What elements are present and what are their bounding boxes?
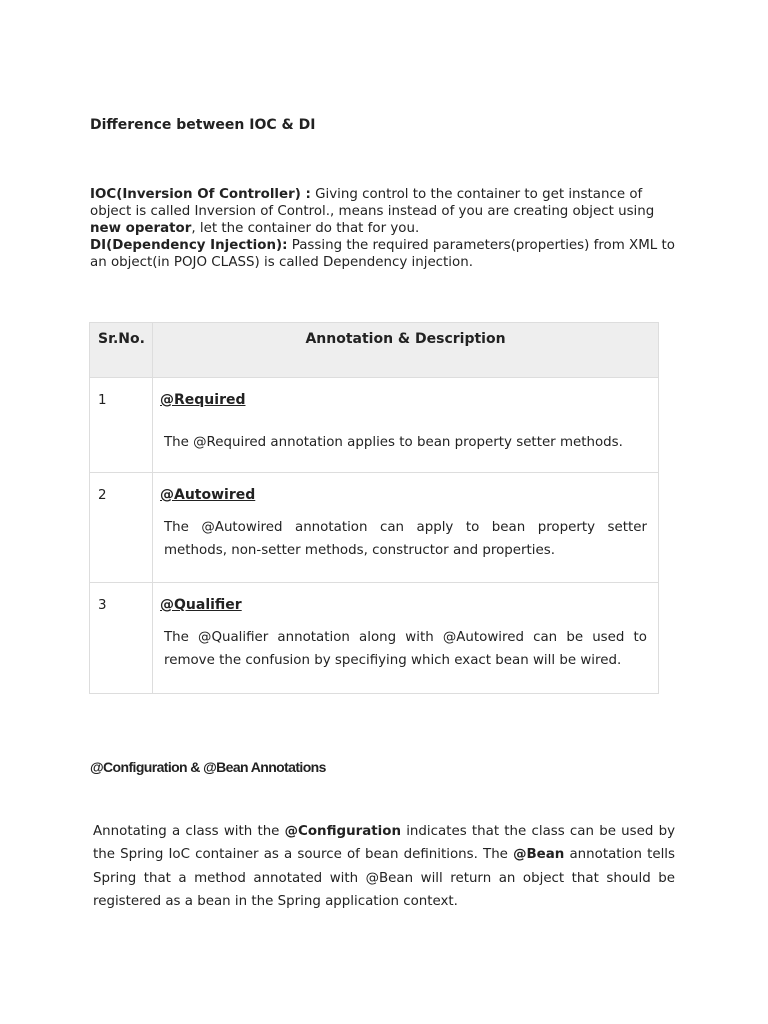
row-content	[153, 583, 659, 694]
annotation-name: @Autowired	[160, 487, 256, 503]
row-number: 1	[90, 378, 153, 473]
table-header-row	[90, 323, 659, 378]
di-text: Passing the required parameters(properties) from XML to an object(in POJO CLASS) is called Dependency injection.	[90, 238, 675, 270]
row-content	[153, 473, 659, 583]
annotation-name: @Required	[160, 392, 246, 408]
table-row	[90, 473, 659, 583]
annotation-name: @Qualifier	[160, 597, 242, 613]
annotation-description: The @Autowired annotation can apply to bean property setter methods, non-setter methods, constructor and properties.	[164, 520, 647, 558]
table-row	[90, 583, 659, 694]
row-number: 3	[90, 583, 153, 694]
definitions-paragraph	[90, 186, 680, 271]
ioc-text-2: , let the container do that for you.	[191, 221, 420, 236]
ioc-text-1: Giving control to the container to get instance of object is called Inversion of Control., means instead of you are creating object using	[90, 187, 655, 219]
ioc-bold-term: new operator	[90, 221, 192, 236]
section-heading: @Configuration & @Bean Annotations	[90, 759, 326, 775]
header-sr-no: Sr.No.	[90, 323, 153, 378]
annotation-description: The @Required annotation applies to bean property setter methods.	[164, 435, 623, 450]
bean-term: @Bean	[513, 847, 565, 863]
annotation-description: The @Qualifier annotation along with @Autowired can be used to remove the confusion by specifiying which exact bean will be wired.	[164, 630, 647, 668]
di-term: DI(Dependency Injection):	[90, 238, 288, 253]
row-content	[153, 378, 659, 473]
row-number: 2	[90, 473, 153, 583]
header-annotation-description: Annotation & Description	[153, 323, 659, 378]
section-paragraph: Annotating a class with the @Configuration indicates that the class can be used by the Spring IoC container as a source of bean definitions. The @Bean annotation tells Spring that a method annotated with @Bean will return an object that should be registered as a bean in the Spring application context.	[93, 824, 675, 909]
configuration-term: @Configuration	[284, 824, 401, 839]
annotations-table	[89, 322, 659, 694]
page-title: Difference between IOC & DI	[90, 117, 316, 133]
table-row	[90, 378, 659, 473]
ioc-term: IOC(Inversion Of Controller) :	[90, 187, 311, 202]
